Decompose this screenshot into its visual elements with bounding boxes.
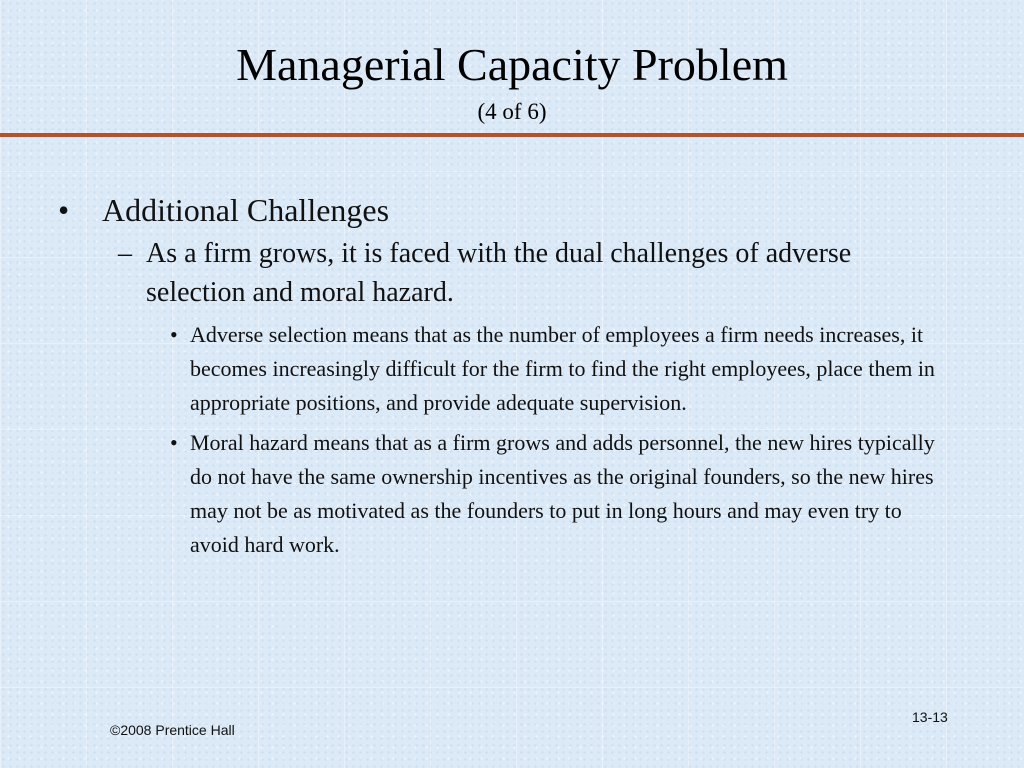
- slide-subtitle: (4 of 6): [477, 99, 547, 124]
- bullet-text: Moral hazard means that as a firm grows and adds personnel, the new hires typically do not have the same ownership incentives as the original founders, so the new hires may not be as motivated as the founders to put in long hours and may even try to avoid hard work.: [190, 430, 935, 557]
- slide-title: Managerial Capacity Problem: [236, 39, 788, 90]
- bullet-level-1: [58, 190, 958, 230]
- bullet-level-2: [118, 234, 918, 312]
- bullet-text: Adverse selection means that as the number of employees a firm needs increases, it becomes increasingly difficult for the firm to find the right employees, place them in appropriate positions, and provide adequate supervision.: [190, 322, 935, 415]
- bullet-text: Additional Challenges: [102, 192, 390, 228]
- bullet-dash-icon: –: [118, 238, 132, 269]
- bullet-level-3: [170, 426, 940, 562]
- copyright-footer: ©2008 Prentice Hall: [110, 722, 235, 738]
- page-number: 13-13: [912, 709, 948, 725]
- bullet-dot-icon: •: [58, 192, 70, 228]
- bullet-text: As a firm grows, it is faced with the dual challenges of adverse selection and moral hazard.: [146, 238, 852, 308]
- bullet-dot-icon: •: [170, 322, 178, 347]
- bullet-dot-icon: •: [170, 430, 178, 455]
- slide-body: [58, 190, 958, 562]
- bullet-level-3: [170, 318, 940, 420]
- title-divider: [0, 133, 1024, 137]
